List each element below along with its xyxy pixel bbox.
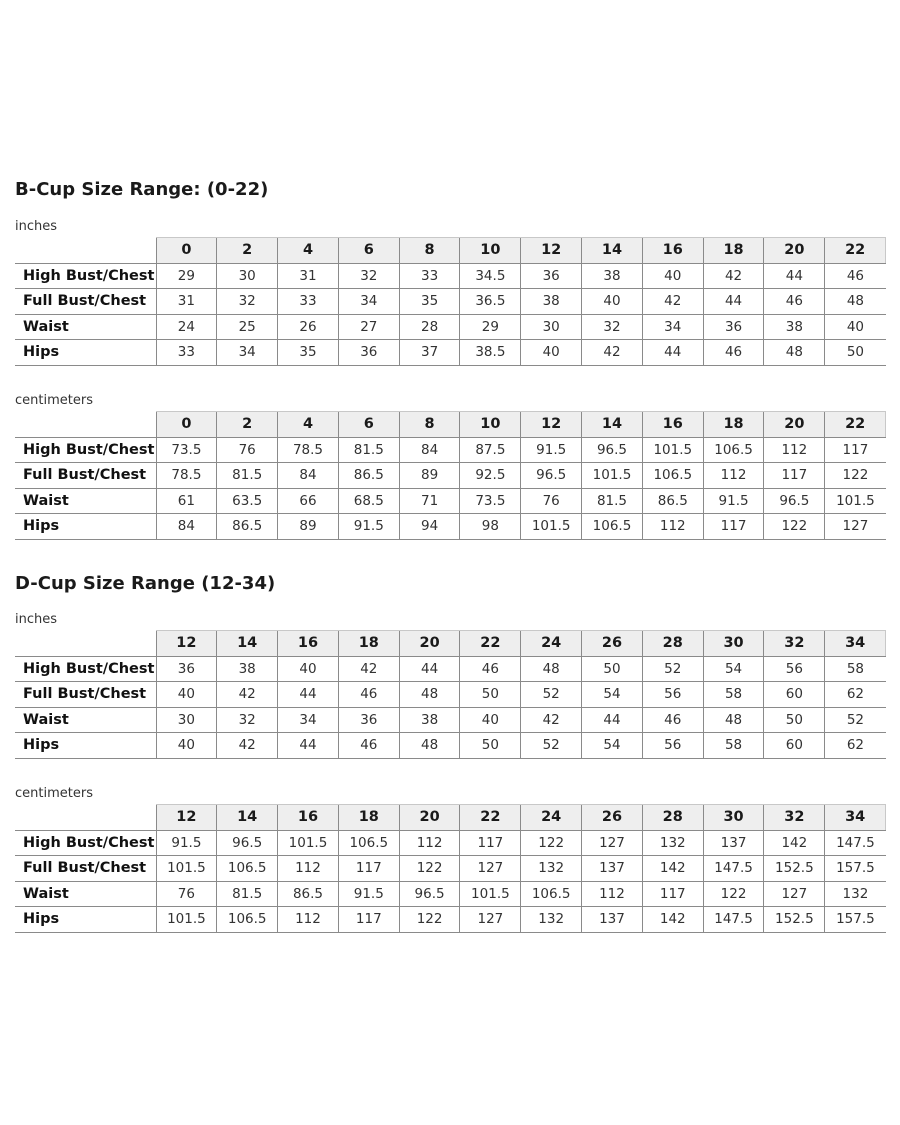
table-row <box>15 263 886 289</box>
measurement-cell: 46 <box>460 656 521 682</box>
measurement-cell: 157.5 <box>825 907 886 933</box>
measurement-cell: 36 <box>338 340 399 366</box>
b-cup-inches-block <box>15 217 886 366</box>
measurement-cell: 48 <box>399 733 460 759</box>
measurement-cell: 54 <box>582 682 643 708</box>
measurement-cell: 73.5 <box>460 488 521 514</box>
size-header-cell: 20 <box>399 805 460 831</box>
measurement-cell: 44 <box>703 289 764 315</box>
measurement-cell: 48 <box>825 289 886 315</box>
size-header-cell: 16 <box>642 412 703 438</box>
measurement-cell: 50 <box>825 340 886 366</box>
size-header-cell: 8 <box>399 238 460 264</box>
measurement-cell: 34 <box>278 707 339 733</box>
measurement-cell: 62 <box>825 682 886 708</box>
measurement-cell: 35 <box>278 340 339 366</box>
measurement-cell: 96.5 <box>399 881 460 907</box>
row-label: Hips <box>15 514 156 540</box>
size-header-cell: 4 <box>278 238 339 264</box>
d-cup-section-title: D-Cup Size Range (12-34) <box>15 573 276 594</box>
measurement-cell: 91.5 <box>156 830 217 856</box>
row-label: Full Bust/Chest <box>15 856 156 882</box>
measurement-cell: 96.5 <box>582 437 643 463</box>
measurement-cell: 96.5 <box>764 488 825 514</box>
measurement-cell: 34 <box>217 340 278 366</box>
measurement-cell: 142 <box>642 907 703 933</box>
measurement-cell: 101.5 <box>582 463 643 489</box>
measurement-cell: 56 <box>642 733 703 759</box>
measurement-cell: 34 <box>642 314 703 340</box>
measurement-cell: 81.5 <box>582 488 643 514</box>
size-header-cell: 20 <box>399 631 460 657</box>
measurement-cell: 40 <box>460 707 521 733</box>
measurement-cell: 127 <box>825 514 886 540</box>
measurement-cell: 56 <box>764 656 825 682</box>
measurement-cell: 132 <box>521 907 582 933</box>
b-cup-centimeters-table <box>15 411 886 540</box>
measurement-cell: 36 <box>521 263 582 289</box>
size-header-cell: 24 <box>521 805 582 831</box>
size-header-cell: 22 <box>460 631 521 657</box>
b-cup-centimeters-unit-label: centimeters <box>15 393 93 408</box>
measurement-cell: 101.5 <box>156 856 217 882</box>
row-label: High Bust/Chest <box>15 437 156 463</box>
measurement-cell: 86.5 <box>338 463 399 489</box>
measurement-cell: 89 <box>278 514 339 540</box>
b-cup-centimeters-block <box>15 391 886 540</box>
measurement-cell: 71 <box>399 488 460 514</box>
measurement-cell: 122 <box>825 463 886 489</box>
size-header-cell: 18 <box>338 805 399 831</box>
measurement-cell: 38 <box>217 656 278 682</box>
measurement-cell: 157.5 <box>825 856 886 882</box>
b-cup-inches-table <box>15 237 886 366</box>
measurement-cell: 50 <box>764 707 825 733</box>
measurement-cell: 91.5 <box>338 881 399 907</box>
measurement-cell: 106.5 <box>521 881 582 907</box>
measurement-cell: 92.5 <box>460 463 521 489</box>
measurement-cell: 86.5 <box>278 881 339 907</box>
measurement-cell: 84 <box>156 514 217 540</box>
measurement-cell: 127 <box>460 856 521 882</box>
measurement-cell: 147.5 <box>703 856 764 882</box>
measurement-cell: 48 <box>764 340 825 366</box>
measurement-cell: 117 <box>338 907 399 933</box>
table-row <box>15 682 886 708</box>
measurement-cell: 91.5 <box>338 514 399 540</box>
size-header-cell: 12 <box>156 631 217 657</box>
measurement-cell: 40 <box>278 656 339 682</box>
measurement-cell: 58 <box>703 682 764 708</box>
size-header-cell: 6 <box>338 238 399 264</box>
row-label: Waist <box>15 707 156 733</box>
measurement-cell: 32 <box>582 314 643 340</box>
measurement-cell: 122 <box>764 514 825 540</box>
measurement-cell: 84 <box>278 463 339 489</box>
header-corner-cell <box>15 805 156 831</box>
size-header-cell: 26 <box>582 805 643 831</box>
measurement-cell: 137 <box>582 856 643 882</box>
measurement-cell: 106.5 <box>217 856 278 882</box>
measurement-cell: 44 <box>582 707 643 733</box>
row-label: Full Bust/Chest <box>15 463 156 489</box>
measurement-cell: 73.5 <box>156 437 217 463</box>
measurement-cell: 44 <box>278 682 339 708</box>
measurement-cell: 94 <box>399 514 460 540</box>
measurement-cell: 34.5 <box>460 263 521 289</box>
measurement-cell: 28 <box>399 314 460 340</box>
measurement-cell: 101.5 <box>521 514 582 540</box>
measurement-cell: 40 <box>582 289 643 315</box>
measurement-cell: 42 <box>703 263 764 289</box>
measurement-cell: 101.5 <box>642 437 703 463</box>
measurement-cell: 26 <box>278 314 339 340</box>
measurement-cell: 38.5 <box>460 340 521 366</box>
measurement-cell: 117 <box>764 463 825 489</box>
measurement-cell: 152.5 <box>764 856 825 882</box>
measurement-cell: 76 <box>217 437 278 463</box>
measurement-cell: 60 <box>764 733 825 759</box>
measurement-cell: 122 <box>703 881 764 907</box>
measurement-cell: 147.5 <box>703 907 764 933</box>
d-cup-centimeters-unit-label: centimeters <box>15 786 93 801</box>
measurement-cell: 36.5 <box>460 289 521 315</box>
measurement-cell: 60 <box>764 682 825 708</box>
measurement-cell: 101.5 <box>460 881 521 907</box>
measurement-cell: 32 <box>217 289 278 315</box>
measurement-cell: 48 <box>521 656 582 682</box>
measurement-cell: 46 <box>338 733 399 759</box>
measurement-cell: 137 <box>582 907 643 933</box>
row-label: Waist <box>15 881 156 907</box>
measurement-cell: 112 <box>764 437 825 463</box>
measurement-cell: 46 <box>825 263 886 289</box>
size-header-cell: 22 <box>825 412 886 438</box>
measurement-cell: 48 <box>703 707 764 733</box>
measurement-cell: 117 <box>460 830 521 856</box>
row-label: Full Bust/Chest <box>15 289 156 315</box>
measurement-cell: 147.5 <box>825 830 886 856</box>
measurement-cell: 96.5 <box>521 463 582 489</box>
size-header-cell: 14 <box>582 412 643 438</box>
d-cup-centimeters-table <box>15 804 886 933</box>
header-corner-cell <box>15 631 156 657</box>
measurement-cell: 117 <box>825 437 886 463</box>
row-label: Waist <box>15 488 156 514</box>
size-header-cell: 2 <box>217 412 278 438</box>
size-header-cell: 34 <box>825 631 886 657</box>
measurement-cell: 30 <box>217 263 278 289</box>
measurement-cell: 33 <box>278 289 339 315</box>
measurement-cell: 78.5 <box>156 463 217 489</box>
measurement-cell: 112 <box>278 856 339 882</box>
measurement-cell: 24 <box>156 314 217 340</box>
measurement-cell: 38 <box>399 707 460 733</box>
table-row <box>15 514 886 540</box>
header-corner-cell <box>15 238 156 264</box>
measurement-cell: 36 <box>703 314 764 340</box>
measurement-cell: 132 <box>521 856 582 882</box>
d-cup-inches-table <box>15 630 886 759</box>
measurement-cell: 106.5 <box>703 437 764 463</box>
size-header-cell: 20 <box>764 238 825 264</box>
measurement-cell: 84 <box>399 437 460 463</box>
measurement-cell: 46 <box>764 289 825 315</box>
measurement-cell: 38 <box>521 289 582 315</box>
measurement-cell: 46 <box>703 340 764 366</box>
measurement-cell: 142 <box>764 830 825 856</box>
measurement-cell: 81.5 <box>217 463 278 489</box>
measurement-cell: 52 <box>521 733 582 759</box>
measurement-cell: 50 <box>582 656 643 682</box>
measurement-cell: 58 <box>703 733 764 759</box>
table-row <box>15 488 886 514</box>
size-header-cell: 12 <box>156 805 217 831</box>
measurement-cell: 112 <box>703 463 764 489</box>
size-header-cell: 34 <box>825 805 886 831</box>
table-row <box>15 656 886 682</box>
measurement-cell: 33 <box>399 263 460 289</box>
measurement-cell: 37 <box>399 340 460 366</box>
size-header-cell: 20 <box>764 412 825 438</box>
size-header-cell: 30 <box>703 805 764 831</box>
measurement-cell: 117 <box>642 881 703 907</box>
measurement-cell: 29 <box>460 314 521 340</box>
measurement-cell: 40 <box>825 314 886 340</box>
table-row <box>15 314 886 340</box>
measurement-cell: 91.5 <box>703 488 764 514</box>
row-label: Waist <box>15 314 156 340</box>
size-header-cell: 28 <box>642 631 703 657</box>
measurement-cell: 152.5 <box>764 907 825 933</box>
size-header-cell: 4 <box>278 412 339 438</box>
measurement-cell: 48 <box>399 682 460 708</box>
measurement-cell: 46 <box>338 682 399 708</box>
size-header-cell: 0 <box>156 238 217 264</box>
measurement-cell: 44 <box>278 733 339 759</box>
measurement-cell: 46 <box>642 707 703 733</box>
size-header-cell: 12 <box>521 238 582 264</box>
size-header-cell: 14 <box>217 631 278 657</box>
measurement-cell: 68.5 <box>338 488 399 514</box>
row-label: Full Bust/Chest <box>15 682 156 708</box>
size-header-cell: 8 <box>399 412 460 438</box>
measurement-cell: 25 <box>217 314 278 340</box>
measurement-cell: 54 <box>703 656 764 682</box>
table-row <box>15 437 886 463</box>
size-header-cell: 12 <box>521 412 582 438</box>
measurement-cell: 58 <box>825 656 886 682</box>
measurement-cell: 42 <box>217 733 278 759</box>
measurement-cell: 101.5 <box>825 488 886 514</box>
measurement-cell: 33 <box>156 340 217 366</box>
measurement-cell: 101.5 <box>278 830 339 856</box>
measurement-cell: 81.5 <box>217 881 278 907</box>
b-cup-section-title: B-Cup Size Range: (0-22) <box>15 179 269 200</box>
table-row <box>15 463 886 489</box>
size-header-cell: 16 <box>278 631 339 657</box>
table-row <box>15 733 886 759</box>
measurement-cell: 117 <box>338 856 399 882</box>
measurement-cell: 62 <box>825 733 886 759</box>
measurement-cell: 86.5 <box>217 514 278 540</box>
size-header-row <box>15 805 886 831</box>
measurement-cell: 34 <box>338 289 399 315</box>
measurement-cell: 40 <box>642 263 703 289</box>
size-header-cell: 30 <box>703 631 764 657</box>
measurement-cell: 44 <box>642 340 703 366</box>
measurement-cell: 98 <box>460 514 521 540</box>
measurement-cell: 142 <box>642 856 703 882</box>
measurement-cell: 38 <box>582 263 643 289</box>
size-header-cell: 32 <box>764 631 825 657</box>
measurement-cell: 96.5 <box>217 830 278 856</box>
measurement-cell: 122 <box>399 856 460 882</box>
b-cup-section <box>15 177 886 535</box>
d-cup-centimeters-block <box>15 784 886 933</box>
measurement-cell: 117 <box>703 514 764 540</box>
measurement-cell: 29 <box>156 263 217 289</box>
size-header-cell: 18 <box>703 412 764 438</box>
measurement-cell: 32 <box>338 263 399 289</box>
table-row <box>15 289 886 315</box>
measurement-cell: 137 <box>703 830 764 856</box>
measurement-cell: 89 <box>399 463 460 489</box>
size-header-cell: 14 <box>582 238 643 264</box>
measurement-cell: 31 <box>156 289 217 315</box>
measurement-cell: 112 <box>399 830 460 856</box>
measurement-cell: 61 <box>156 488 217 514</box>
measurement-cell: 40 <box>156 733 217 759</box>
measurement-cell: 44 <box>399 656 460 682</box>
measurement-cell: 106.5 <box>642 463 703 489</box>
size-header-cell: 10 <box>460 238 521 264</box>
size-header-cell: 16 <box>642 238 703 264</box>
measurement-cell: 106.5 <box>217 907 278 933</box>
measurement-cell: 30 <box>156 707 217 733</box>
measurement-cell: 87.5 <box>460 437 521 463</box>
measurement-cell: 50 <box>460 682 521 708</box>
b-cup-inches-unit-label: inches <box>15 219 58 234</box>
measurement-cell: 54 <box>582 733 643 759</box>
table-row <box>15 907 886 933</box>
size-header-cell: 16 <box>278 805 339 831</box>
size-header-cell: 28 <box>642 805 703 831</box>
size-header-cell: 26 <box>582 631 643 657</box>
table-row <box>15 856 886 882</box>
table-row <box>15 707 886 733</box>
row-label: High Bust/Chest <box>15 263 156 289</box>
measurement-cell: 42 <box>642 289 703 315</box>
table-row <box>15 881 886 907</box>
measurement-cell: 31 <box>278 263 339 289</box>
measurement-cell: 112 <box>278 907 339 933</box>
header-corner-cell <box>15 412 156 438</box>
d-cup-inches-block <box>15 610 886 759</box>
size-header-cell: 22 <box>825 238 886 264</box>
measurement-cell: 112 <box>582 881 643 907</box>
measurement-cell: 112 <box>642 514 703 540</box>
table-row <box>15 340 886 366</box>
measurement-cell: 50 <box>460 733 521 759</box>
size-header-cell: 18 <box>703 238 764 264</box>
row-label: Hips <box>15 907 156 933</box>
measurement-cell: 122 <box>521 830 582 856</box>
size-header-cell: 10 <box>460 412 521 438</box>
size-header-row <box>15 238 886 264</box>
measurement-cell: 40 <box>521 340 582 366</box>
measurement-cell: 52 <box>521 682 582 708</box>
measurement-cell: 36 <box>156 656 217 682</box>
measurement-cell: 106.5 <box>582 514 643 540</box>
size-header-cell: 0 <box>156 412 217 438</box>
size-header-cell: 6 <box>338 412 399 438</box>
measurement-cell: 30 <box>521 314 582 340</box>
row-label: High Bust/Chest <box>15 830 156 856</box>
measurement-cell: 127 <box>764 881 825 907</box>
measurement-cell: 76 <box>156 881 217 907</box>
measurement-cell: 66 <box>278 488 339 514</box>
measurement-cell: 42 <box>582 340 643 366</box>
size-header-cell: 14 <box>217 805 278 831</box>
measurement-cell: 127 <box>582 830 643 856</box>
size-header-row <box>15 631 886 657</box>
row-label: Hips <box>15 340 156 366</box>
d-cup-section <box>15 571 886 928</box>
table-row <box>15 830 886 856</box>
measurement-cell: 52 <box>825 707 886 733</box>
d-cup-inches-unit-label: inches <box>15 612 58 627</box>
measurement-cell: 81.5 <box>338 437 399 463</box>
measurement-cell: 63.5 <box>217 488 278 514</box>
measurement-cell: 36 <box>338 707 399 733</box>
measurement-cell: 42 <box>338 656 399 682</box>
row-label: High Bust/Chest <box>15 656 156 682</box>
measurement-cell: 76 <box>521 488 582 514</box>
measurement-cell: 56 <box>642 682 703 708</box>
measurement-cell: 35 <box>399 289 460 315</box>
measurement-cell: 38 <box>764 314 825 340</box>
row-label: Hips <box>15 733 156 759</box>
measurement-cell: 91.5 <box>521 437 582 463</box>
measurement-cell: 42 <box>217 682 278 708</box>
measurement-cell: 132 <box>642 830 703 856</box>
size-header-cell: 22 <box>460 805 521 831</box>
measurement-cell: 106.5 <box>338 830 399 856</box>
size-header-row <box>15 412 886 438</box>
measurement-cell: 44 <box>764 263 825 289</box>
measurement-cell: 32 <box>217 707 278 733</box>
measurement-cell: 78.5 <box>278 437 339 463</box>
size-header-cell: 18 <box>338 631 399 657</box>
measurement-cell: 101.5 <box>156 907 217 933</box>
measurement-cell: 40 <box>156 682 217 708</box>
measurement-cell: 132 <box>825 881 886 907</box>
measurement-cell: 27 <box>338 314 399 340</box>
measurement-cell: 122 <box>399 907 460 933</box>
size-header-cell: 32 <box>764 805 825 831</box>
size-header-cell: 2 <box>217 238 278 264</box>
measurement-cell: 52 <box>642 656 703 682</box>
size-header-cell: 24 <box>521 631 582 657</box>
measurement-cell: 86.5 <box>642 488 703 514</box>
measurement-cell: 127 <box>460 907 521 933</box>
measurement-cell: 42 <box>521 707 582 733</box>
